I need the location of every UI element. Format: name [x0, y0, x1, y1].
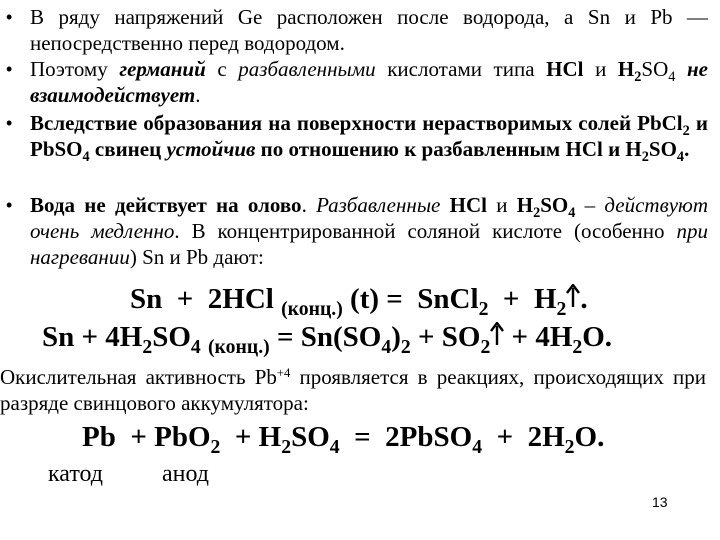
text-segment: 2: [634, 68, 642, 85]
text-segment: .: [684, 137, 690, 161]
text-segment: кислотами типа: [375, 57, 547, 81]
text-segment: действуют очень медленно: [30, 193, 714, 243]
text-segment: H: [516, 193, 534, 217]
text-segment: 2: [556, 297, 567, 320]
text-segment: + H: [220, 421, 282, 453]
text-segment: Вследствие образования на поверхности нерастворимых солей PbCl: [30, 111, 683, 135]
equation-sn-h2so4: [42, 320, 613, 358]
text-segment: не взаимодействует: [30, 57, 714, 107]
text-segment: SO: [291, 421, 330, 453]
text-segment: 4: [82, 148, 90, 165]
bullet-marker: •: [6, 59, 13, 79]
text-segment: O.: [574, 421, 605, 453]
text-segment: + 2H: [482, 421, 565, 453]
text-segment: 4: [668, 68, 676, 85]
text-segment: и: [583, 57, 618, 81]
text-segment: 2: [478, 297, 489, 320]
text-segment: Sn + 4H: [42, 321, 143, 353]
text-segment: (конц.): [208, 335, 270, 358]
text-segment: O.: [582, 321, 613, 353]
text-segment: ) Sn и Pb дают:: [129, 245, 264, 269]
text-segment: по отношению к разбавленным HCl и H: [255, 137, 642, 161]
text-segment: SO: [152, 321, 191, 353]
text-segment: 2: [210, 435, 221, 458]
text-segment: .: [195, 83, 201, 107]
text-segment: .: [301, 193, 317, 217]
text-segment: . В концентрированной соляной кислоте (особенно: [174, 219, 677, 243]
bullet-item-4: [0, 192, 714, 270]
arrow-up-icon: [490, 322, 504, 346]
text-segment: 4: [472, 435, 483, 458]
text-segment: 2: [400, 335, 411, 358]
text-segment: 2: [142, 335, 153, 358]
text-segment: с: [205, 57, 239, 81]
equation-sn-hcl: [130, 282, 588, 320]
text-segment: (конц.): [281, 297, 343, 320]
text-segment: ): [391, 321, 401, 353]
text-segment: + 4H: [504, 321, 573, 353]
text-segment: Sn + 2HCl: [130, 283, 282, 315]
anode-label: анод: [162, 461, 210, 487]
text-segment: 2: [480, 335, 491, 358]
cathode-label: катод: [48, 461, 104, 487]
text-segment: 2: [533, 204, 541, 221]
bullet-marker: •: [6, 195, 13, 215]
text-segment: = 2PbSO: [339, 421, 473, 453]
bullet-marker: •: [6, 113, 13, 133]
text-segment: Поэтому: [30, 57, 120, 81]
text-segment: HCl: [449, 193, 487, 217]
equation-lead-accumulator: [82, 420, 605, 458]
text-segment: при нагревании: [30, 219, 714, 269]
bullet-item-2: [0, 56, 714, 108]
text-segment: Вода не действует на олово: [30, 193, 302, 217]
text-segment: Окислительная активность Pb: [0, 365, 277, 389]
text-segment: = Sn(SO: [269, 321, 382, 353]
text-segment: проявляется в реакциях, происходящих при разряде свинцового аккумулятора:: [0, 365, 706, 415]
text-segment: SO: [540, 193, 569, 217]
text-segment: и PbSO: [30, 111, 714, 161]
text-segment: 2: [572, 335, 583, 358]
text-segment: германий: [119, 57, 206, 81]
text-segment: + H: [488, 283, 557, 315]
text-segment: 2: [641, 148, 649, 165]
page-number: 13: [652, 494, 668, 510]
bullet-marker: •: [6, 7, 13, 27]
bullet-text-4: [0, 192, 714, 270]
text-segment: 4: [676, 148, 685, 165]
text-segment: свинец: [89, 137, 167, 161]
text-segment: разбавленными: [238, 57, 376, 81]
text-segment: [201, 321, 208, 353]
bullet-item-3: [0, 110, 714, 165]
bullet-text-1: [0, 4, 714, 56]
text-segment: устойчив: [166, 137, 256, 161]
text-segment: В ряду напряжений Ge расположен после водорода, а Sn и Pb — непосредственно перед водородом.: [30, 5, 714, 55]
bullet-text-2: [0, 56, 714, 108]
text-segment: (t) = SnCl: [342, 283, 479, 315]
oxidation-paragraph: [0, 364, 706, 416]
arrow-up-icon: [566, 284, 580, 308]
text-segment: 2: [281, 435, 292, 458]
text-segment: 4: [381, 335, 392, 358]
text-segment: [440, 193, 449, 217]
text-segment: Pb + PbO: [82, 421, 211, 453]
bullet-item-1: [0, 4, 714, 56]
text-segment: –: [575, 193, 605, 217]
text-segment: 4: [190, 335, 201, 358]
text-segment: 4: [329, 435, 340, 458]
text-segment: Разбавленные: [316, 193, 441, 217]
text-segment: HCl: [546, 57, 584, 81]
text-segment: + SO: [410, 321, 481, 353]
text-segment: SO: [641, 57, 669, 81]
text-segment: H: [617, 57, 635, 81]
text-segment: 4: [568, 204, 576, 221]
text-segment: и: [486, 193, 517, 217]
text-segment: .: [580, 283, 588, 315]
text-segment: SO: [648, 137, 677, 161]
text-segment: 2: [564, 435, 575, 458]
text-segment: 2: [682, 122, 690, 139]
text-segment: +4: [276, 366, 291, 381]
bullet-text-3: [0, 110, 714, 165]
